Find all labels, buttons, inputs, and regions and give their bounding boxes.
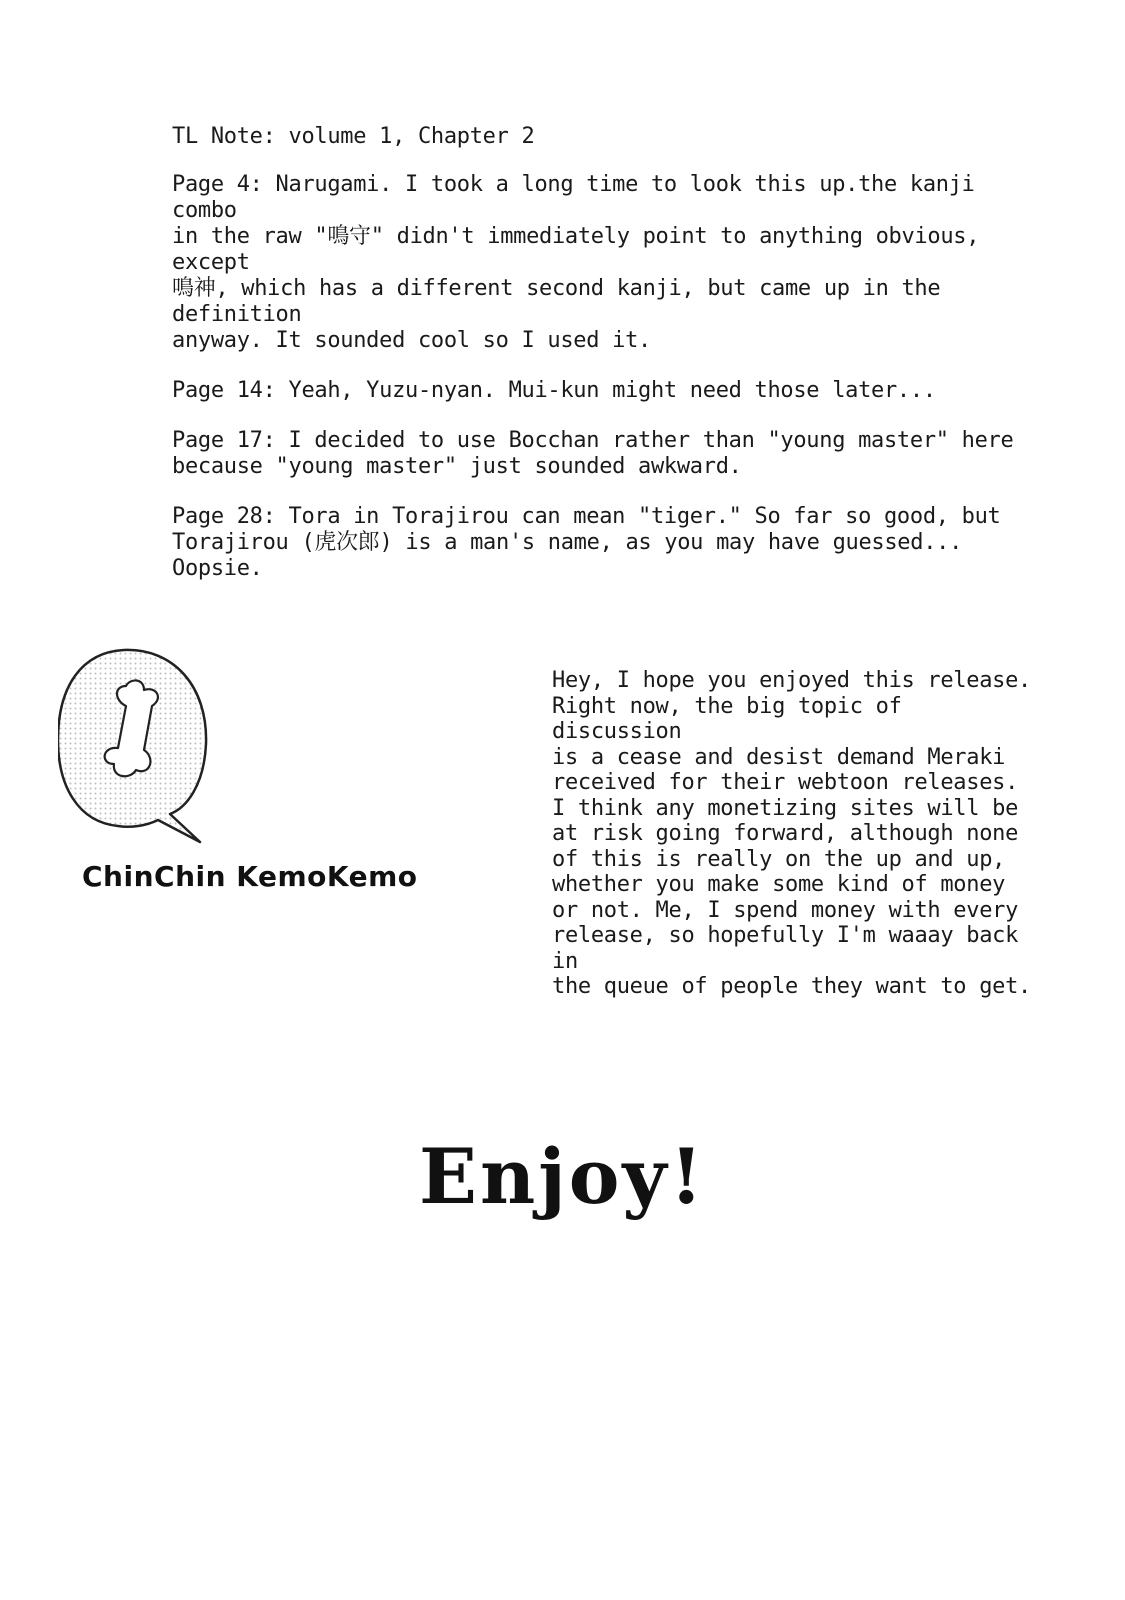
- bone-speech-bubble-icon: [58, 646, 228, 846]
- note-page-14: Page 14: Yeah, Yuzu-nyan. Mui-kun might need those later...: [172, 378, 936, 403]
- notes-heading: TL Note: volume 1, Chapter 2: [172, 124, 535, 149]
- translator-notes: [172, 124, 1042, 606]
- release-message: Hey, I hope you enjoyed this release. Right now, the big topic of discussion is a cease and desist demand Meraki received for their webtoon releases. I think any monetizing sites will be at risk going forward, although none of this is really on the up and up, whether you make some kind of money or not. Me, I spend money with every release, so hopefully I'm waaay back in the queue of people they want to get.: [552, 668, 1031, 999]
- closing-text: Enjoy!: [419, 1132, 706, 1221]
- group-logo: [58, 646, 458, 906]
- note-page-4: Page 4: Narugami. I took a long time to look this up.the kanji combo in the raw "鳴守" didn't immediately point to anything obvious, except 鳴神, which has a different second kanji, but came up in the definition anyway. It sounded cool so I used it.: [172, 172, 980, 353]
- note-page-28: Page 28: Tora in Torajirou can mean "tiger." So far so good, but Torajirou (虎次郎) is a man's name, as you may have guessed... Oopsie.: [172, 504, 1001, 581]
- group-name: ChinChin KemoKemo: [82, 860, 418, 893]
- note-page-17: Page 17: I decided to use Bocchan rather than "young master" here because "young master" just sounded awkward.: [172, 428, 1014, 479]
